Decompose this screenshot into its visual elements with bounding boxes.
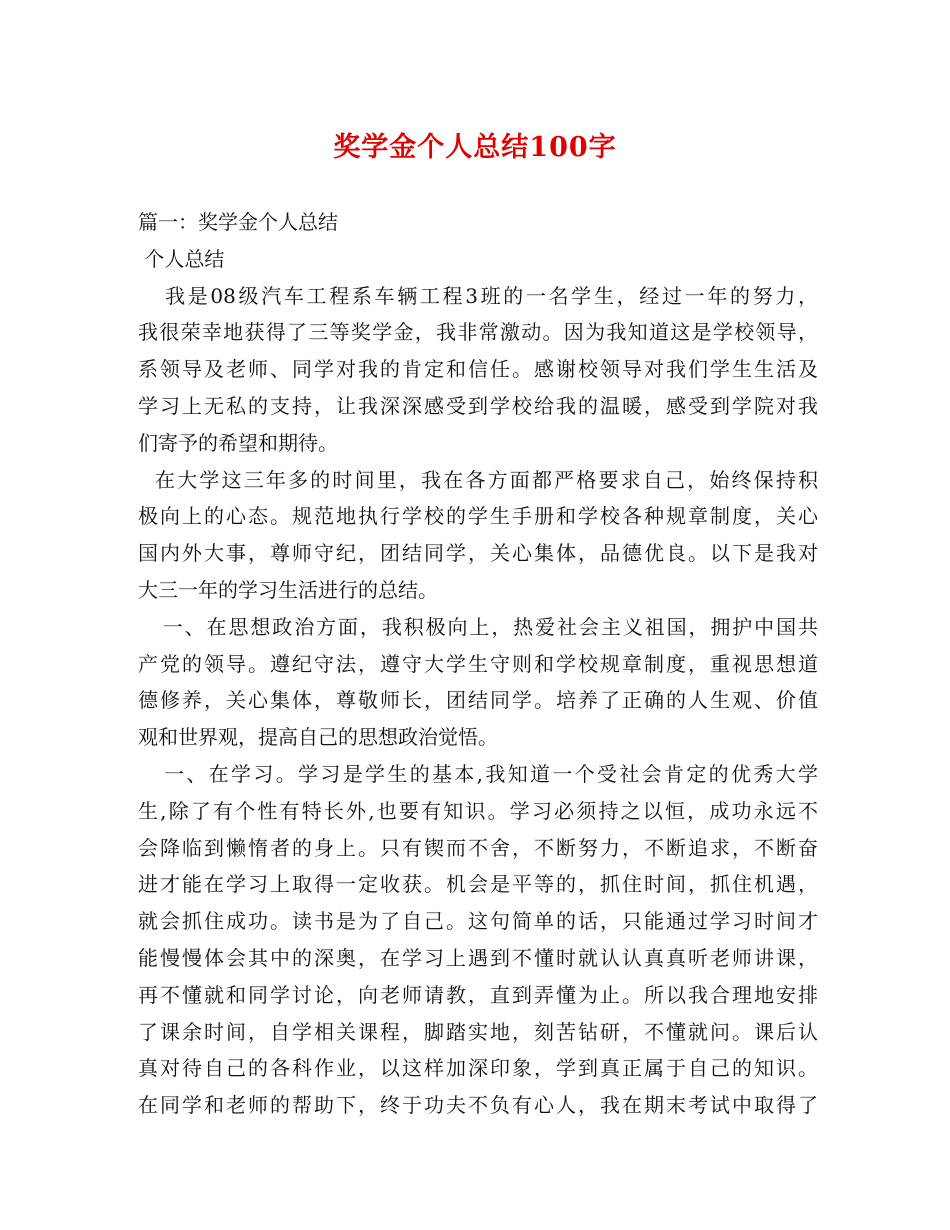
paragraph-line: 观和世界观，提高自己的思想政治觉悟。 (138, 725, 498, 750)
paragraph-line: 系领导及老师、同学对我的肯定和信任。感谢校领导对我们学生生活及 (138, 357, 818, 382)
paragraph-line: 国内外大事，尊师守纪，团结同学，关心集体，品德优良。以下是我对 (138, 541, 818, 566)
paragraph-line: 德修养，关心集体，尊敬师长，团结同学。培养了正确的人生观、价值 (138, 688, 818, 713)
paragraph-line: 大三一年的学习生活进行的总结。 (138, 577, 438, 602)
paragraph-line: 在同学和老师的帮助下，终于功夫不负有心人，我在期末考试中取得了 (138, 1093, 818, 1118)
paragraph-line: 一、在学习。学习是学生的基本,我知道一个受社会肯定的优秀大学 (138, 761, 818, 786)
paragraph-line: 在大学这三年多的时间里，我在各方面都严格要求自己，始终保持积 (138, 467, 818, 492)
paragraph-line: 真对待自己的各科作业，以这样加深印象，学到真正属于自己的知识。 (138, 1056, 818, 1081)
paragraph-line: 会降临到懒惰者的身上。只有锲而不舍，不断努力，不断追求，不断奋 (138, 835, 818, 860)
paragraph-line: 进才能在学习上取得一定收获。机会是平等的，抓住时间，抓住机遇， (138, 872, 818, 897)
paragraph-line: 极向上的心态。规范地执行学校的学生手册和学校各种规章制度，关心 (138, 504, 818, 529)
paragraph-line: 了课余时间，自学相关课程，脚踏实地，刻苦钻研，不懂就问。课后认 (138, 1019, 818, 1044)
paragraph-line: 就会抓住成功。读书是为了自己。这句简单的话，只能通过学习时间才 (138, 909, 818, 934)
paragraph-line: 能慢慢体会其中的深奥，在学习上遇到不懂时就认认真真听老师讲课， (138, 945, 818, 970)
paragraph-line: 一、在思想政治方面，我积极向上，热爱社会主义祖国，拥护中国共 (138, 614, 818, 639)
paragraph-line: 我很荣幸地获得了三等奖学金，我非常激动。因为我知道这是学校领导， (138, 320, 818, 345)
subheading: 个人总结 (138, 246, 225, 271)
document-body (138, 204, 818, 1124)
paragraph-line: 我是08级汽车工程系车辆工程3班的一名学生，经过一年的努力， (138, 283, 818, 308)
document-title: 奖学金个人总结100字 (333, 132, 617, 163)
paragraph-line: 生,除了有个性有特长外,也要有知识。学习必须持之以恒，成功永远不 (138, 798, 818, 823)
paragraph-line: 学习上无私的支持，让我深深感受到学校给我的温暖，感受到学院对我 (138, 393, 818, 418)
paragraph-line: 产党的领导。遵纪守法，遵守大学生守则和学校规章制度，重视思想道 (138, 651, 818, 676)
paragraph-line: 们寄予的希望和期待。 (138, 430, 338, 455)
section-heading: 篇一：奖学金个人总结 (138, 210, 338, 234)
paragraph-line: 再不懂就和同学讨论，向老师请教，直到弄懂为止。所以我合理地安排 (138, 982, 818, 1007)
